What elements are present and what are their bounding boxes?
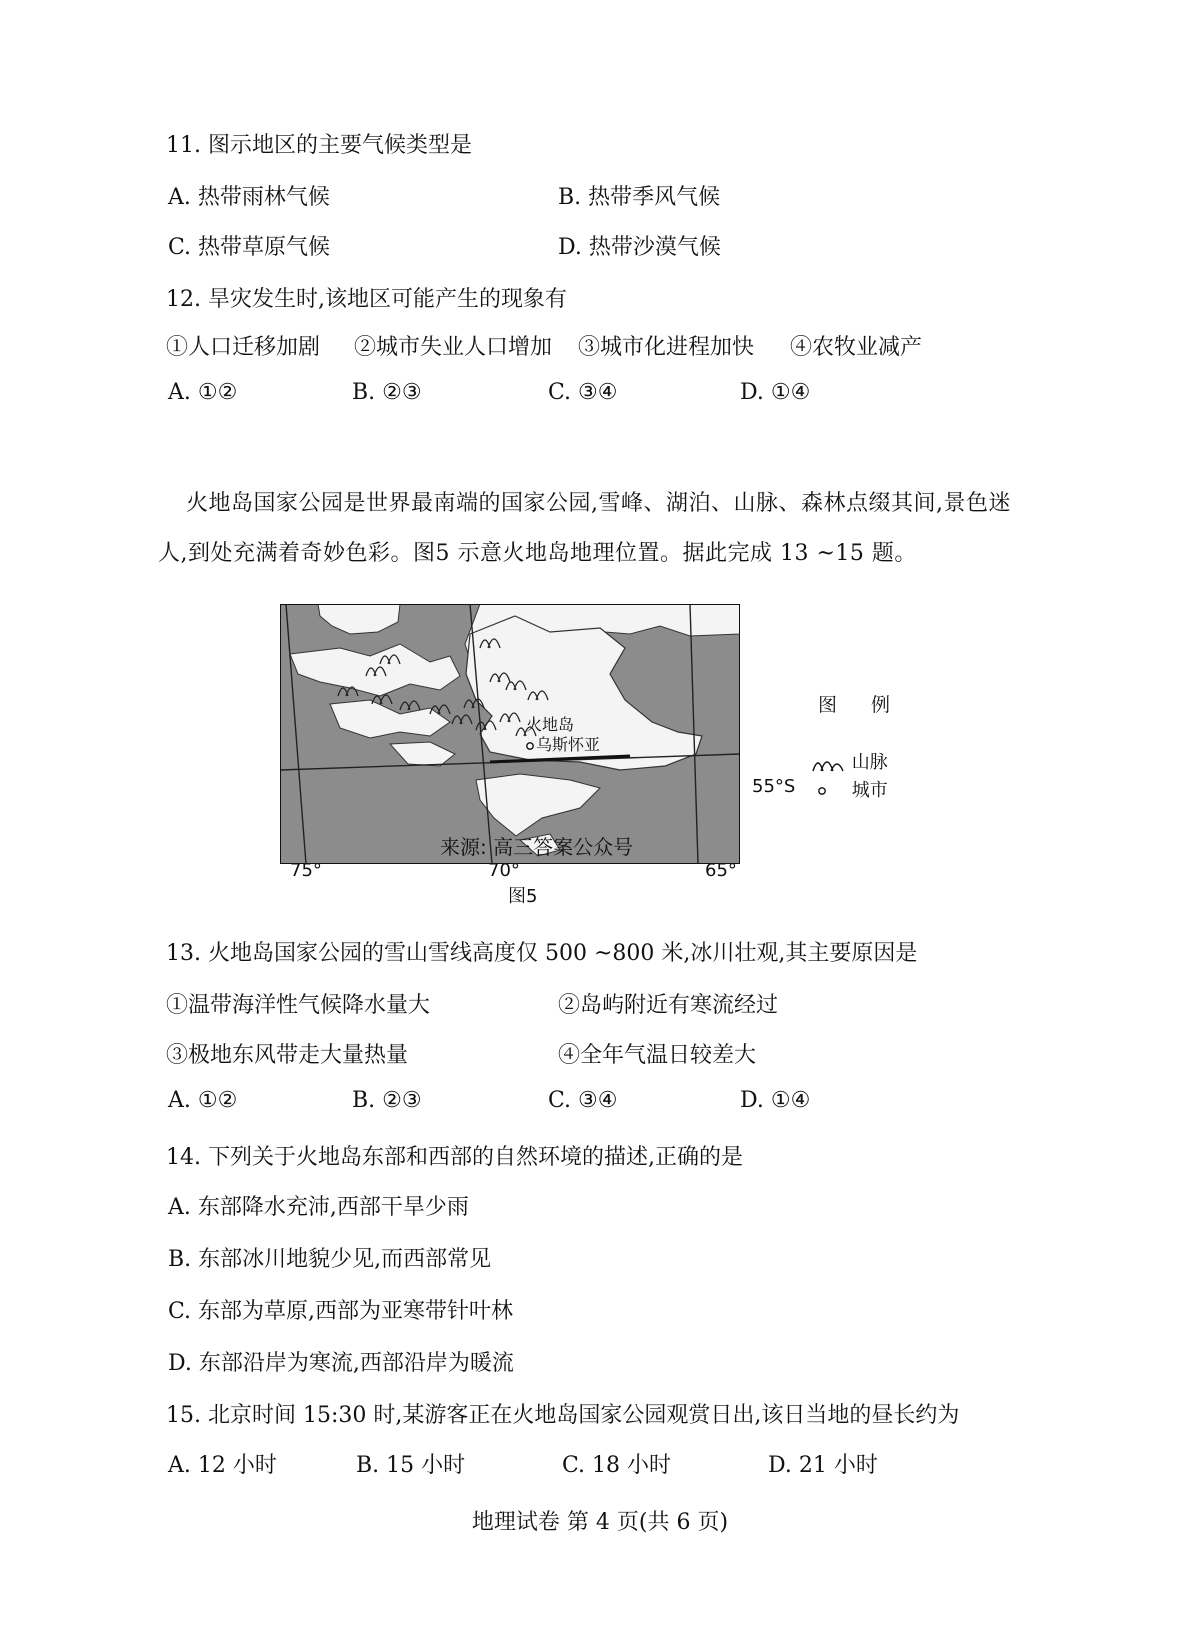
longitude-label-70: 70° xyxy=(488,860,520,881)
figure-5-map xyxy=(280,604,740,864)
q13-item-1: ①温带海洋性气候降水量大 xyxy=(166,993,431,1018)
page-footer: 地理试卷 第 4 页(共 6 页) xyxy=(471,1510,729,1535)
q14-option-d: D. 东部沿岸为寒流,西部沿岸为暖流 xyxy=(168,1351,514,1376)
longitude-label-75: 75° xyxy=(290,860,322,881)
q12-item-1: ①人口迁移加剧 xyxy=(166,335,321,360)
q13-option-a: A. ①② xyxy=(168,1088,238,1113)
city-icon xyxy=(812,781,846,801)
q15-option-b: B. 15 小时 xyxy=(356,1453,466,1478)
island-label: 火地岛 xyxy=(526,715,575,734)
passage-line-1: 火地岛国家公园是世界最南端的国家公园,雪峰、湖泊、山脉、森林点缀其间,景色迷 xyxy=(186,491,1011,516)
q13-item-3: ③极地东风带走大量热量 xyxy=(166,1043,409,1068)
q11-option-c: C. 热带草原气候 xyxy=(168,235,331,260)
q14-stem: 14. 下列关于火地岛东部和西部的自然环境的描述,正确的是 xyxy=(166,1145,743,1170)
q12-option-b: B. ②③ xyxy=(352,380,422,405)
q14-option-c: C. 东部为草原,西部为亚寒带针叶林 xyxy=(168,1299,514,1324)
q15-option-d: D. 21 小时 xyxy=(768,1453,878,1478)
q13-item-4: ④全年气温日较差大 xyxy=(558,1043,757,1068)
q12-option-c: C. ③④ xyxy=(548,380,618,405)
q13-option-c: C. ③④ xyxy=(548,1088,618,1113)
q12-stem: 12. 旱灾发生时,该地区可能产生的现象有 xyxy=(166,287,567,312)
legend-city xyxy=(812,776,888,802)
legend-title: 图 例 xyxy=(818,694,905,716)
q15-option-a: A. 12 小时 xyxy=(168,1453,277,1478)
q11-option-d: D. 热带沙漠气候 xyxy=(558,235,721,260)
legend-mountain-label: 山脉 xyxy=(851,752,888,773)
q12-option-d: D. ①④ xyxy=(740,380,811,405)
q13-option-b: B. ②③ xyxy=(352,1088,422,1113)
q13-item-2: ②岛屿附近有寒流经过 xyxy=(558,993,779,1018)
watermark-text: 来源: 高三答案公众号 xyxy=(440,835,634,859)
q13-stem: 13. 火地岛国家公园的雪山雪线高度仅 500 ~800 米,冰川壮观,其主要原因是 xyxy=(166,941,918,966)
q14-option-a: A. 东部降水充沛,西部干旱少雨 xyxy=(168,1195,469,1220)
q14-option-b: B. 东部冰川地貌少见,而西部常见 xyxy=(168,1247,492,1272)
legend-mountain xyxy=(812,748,888,774)
q12-option-a: A. ①② xyxy=(168,380,238,405)
q12-item-3: ③城市化进程加快 xyxy=(578,335,755,360)
q15-stem: 15. 北京时间 15:30 时,某游客正在火地岛国家公园观赏日出,该日当地的昼长约为 xyxy=(166,1403,960,1428)
q12-item-2: ②城市失业人口增加 xyxy=(354,335,553,360)
passage-line-2: 人,到处充满着奇妙色彩。图5 示意火地岛地理位置。据此完成 13 ~15 题。 xyxy=(158,541,917,566)
q11-option-b: B. 热带季风气候 xyxy=(558,185,721,210)
figure-caption: 图5 xyxy=(508,886,538,907)
mountain-icon xyxy=(812,753,846,773)
q11-stem: 11. 图示地区的主要气候类型是 xyxy=(166,133,472,158)
q13-option-d: D. ①④ xyxy=(740,1088,811,1113)
city-label: 乌斯怀亚 xyxy=(536,735,601,754)
latitude-label: 55°S xyxy=(752,776,796,797)
q11-option-a: A. 热带雨林气候 xyxy=(168,185,330,210)
q12-item-4: ④农牧业减产 xyxy=(790,335,923,360)
longitude-label-65: 65° xyxy=(705,860,737,881)
q15-option-c: C. 18 小时 xyxy=(562,1453,672,1478)
legend-city-label: 城市 xyxy=(851,780,888,801)
ushuaia-city-dot xyxy=(527,743,533,749)
